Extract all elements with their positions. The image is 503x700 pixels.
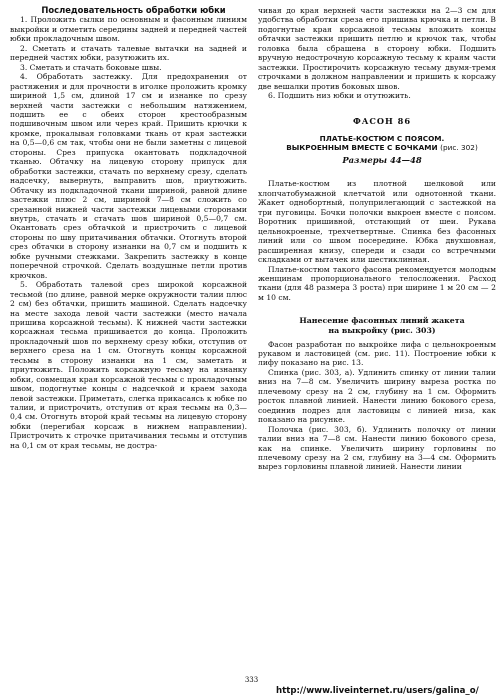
paragraph: чивая до края верхней части застежки на 2—3 см для удобства обработки среза его пришива крючка и петли. В подогнутые края корсажной тесьмы вложить концы обтачки застежки пришить петлю и крючок так, чтобы головка была сбрашена в сторону юбки. Подшить вручную недострочную корсажную тесьму к краям части застежки. Простирочить корсажную тесьму двумя-тремя строчками в должном направлении и пришить к корсажу две вешалки против боковых швов.: [258, 6, 496, 91]
figure-ref: (рис. 302): [440, 142, 478, 152]
paragraph: Платье-костюм из плотной шелковой или хлопчатобумажной клетчатой или однотонной ткани. Жакет однобортный, полуприлегающий с застежкой на три пуговицы. Бочки полочки выкроен вместе с поясом. Воротник пришивной, отстающий от шеи. Рукава цельнокроеные, трехчетвертные. Спинка без фасонных линий или со швом посередине. Юбка двухшовная, расширенная книзу, спереди и сзади со встречными складками от вытачек или шестиклинная.: [258, 179, 496, 265]
paragraph: Платье-костюм такого фасона рекомендуется молодым женщинам пропорционального телосложения. Расход ткани (для 48 размера 3 роста) при ширине 1 м 20 см — 2 м 10 см.: [258, 264, 496, 302]
sizes-label: Размеры 44—48: [342, 154, 422, 165]
fason-title: ФАСОН 86: [352, 115, 412, 126]
left-column: [10, 6, 247, 450]
section-heading: Нанесение фасонных линий жакета: [299, 316, 465, 326]
paragraph: Полочка (рис. 303, б). Удлинить полочку от линии талии вниз на 7—8 см. Нанести линию бокового среза, как на спинке. Увеличить ширину горловины по плечевому срезу на 2 см, глубину на 3—4 см. Оформить вырез горловины плавной линией. Нанести линии: [258, 424, 496, 472]
section-heading: Последовательность обработки юбки: [41, 5, 226, 15]
paragraph: 5. Обработать талевой срез широкой корсажной тесьмой (по длине, равной мерке окружности талии плюс 2 см) без обтачки, пришить машиной. Сделать надсечку на месте захода левой части застежки (место начала пришива корсажной тесьмы). К нижней части застежки корсажная тесьма пришивается до конца. Проложить прокладочный шов по верхнему срезу юбки, отступив от верхнего среза на 1 см. Отогнуть концы корсажной тесьмы в сторону изнанки на 1 см, заметать и приутюжить. Положить корсажную тесьму на изнанку юбки, совмещая края корсажной тесьмы с прокладочным швом, подогнутые концы с надсечкой и краем захода левой застежки. Приметать, слегка прикасаясь к юбке по талии, и пристрочить, отступив от края тесьмы на 0,3—0,4 см. Отогнуть второй край тесьмы на лицевую сторону юбки (перегибая корсаж в нижнем направлении). Пристрочить к строчке притачивания тесьмы и отступив на 0,1 см от края тесьмы, не достра-: [10, 280, 247, 450]
page-number: 333: [244, 676, 259, 684]
paragraph: 4. Обработать застежку. Для предохранения от растяжения и для прочности в иголке проложить кромку шириной 1,5 см, длиной 17 см и изнанке по срезу верхней части застежки с небольшим натяжением, подшить ее с обеих сторон крестообразным подшивочным швом или через край. Пришить крючки к кромке, прокалывая головками ткань от края застежки на 0,5—0,6 см так, чтобы они не были заметны с лицевой стороны. Срез припуска окантовать подкладочной тканью. Обтачку на лицевую сторону припуск для обработки застежки, стачать по верхнему срезу, сделать надсечку, вывернуть, выправить шов, приутюжить. Обтачку из подкладочной ткани шириной, равной длине застежки плюс 2 см, шириной 7—8 см сложить со срезанной нижней части застежки лицевыми сторонами внутрь, стачать и стачать шов шириной 0,5—0,7 см. Окантовать срез обтачкой и пристрочить с лицевой стороны по шву притачивания обтачки. Отогнуть второй срез обтачки в сторону изнанки на 0,7 см и подшить к юбке ручными стежками. Закрепить застежку в конце поперечной строчкой. Сделать воздушные петли против крючков.: [10, 72, 247, 280]
fason-subtitle-text: ВЫКРОЕННЫМ ВМЕСТЕ С БОЧКАМИ: [286, 142, 438, 152]
section-heading: на выкройку (рис. 303): [328, 325, 436, 335]
paragraph: 1. Проложить сылки по основным и фасонным линиям выкройки и отметить середины задней и передней частей юбки прокладочным швом.: [10, 15, 247, 44]
right-column: [258, 6, 496, 472]
paragraph: Фасон разработан по выкройке лифа с цельнокроеным рукавом и ластовицей (см. рис. 11). Построение юбки к лифу показано на рис. 13.: [258, 339, 496, 368]
paragraph: 2. Сметать и стачать талевые вытачки на задней и передней частях юбки, разутюжить их.: [10, 43, 247, 63]
fason-subtitle: ПЛАТЬЕ-КОСТЮМ С ПОЯСОМ.: [319, 133, 445, 143]
paragraph: 3. Сметать и стачать боковые швы.: [20, 62, 162, 72]
watermark-url: http://www.liveinternet.ru/users/galina_o/: [276, 686, 479, 696]
fason-subtitle: [258, 143, 496, 152]
paragraph: Спинка (рис. 303, а). Удлинить спинку от линии талии вниз на 7—8 см. Увеличить ширину выреза ростка по плечевому срезу на 2 см, глубину на 1 см. Оформить росток плавной линией. Нанести линию бокового среза, соединив подрез для ластовицы с линией низа, как показано на рисунке.: [258, 367, 496, 425]
paragraph: 6. Подшить низ юбки и отутюжить.: [268, 91, 411, 101]
